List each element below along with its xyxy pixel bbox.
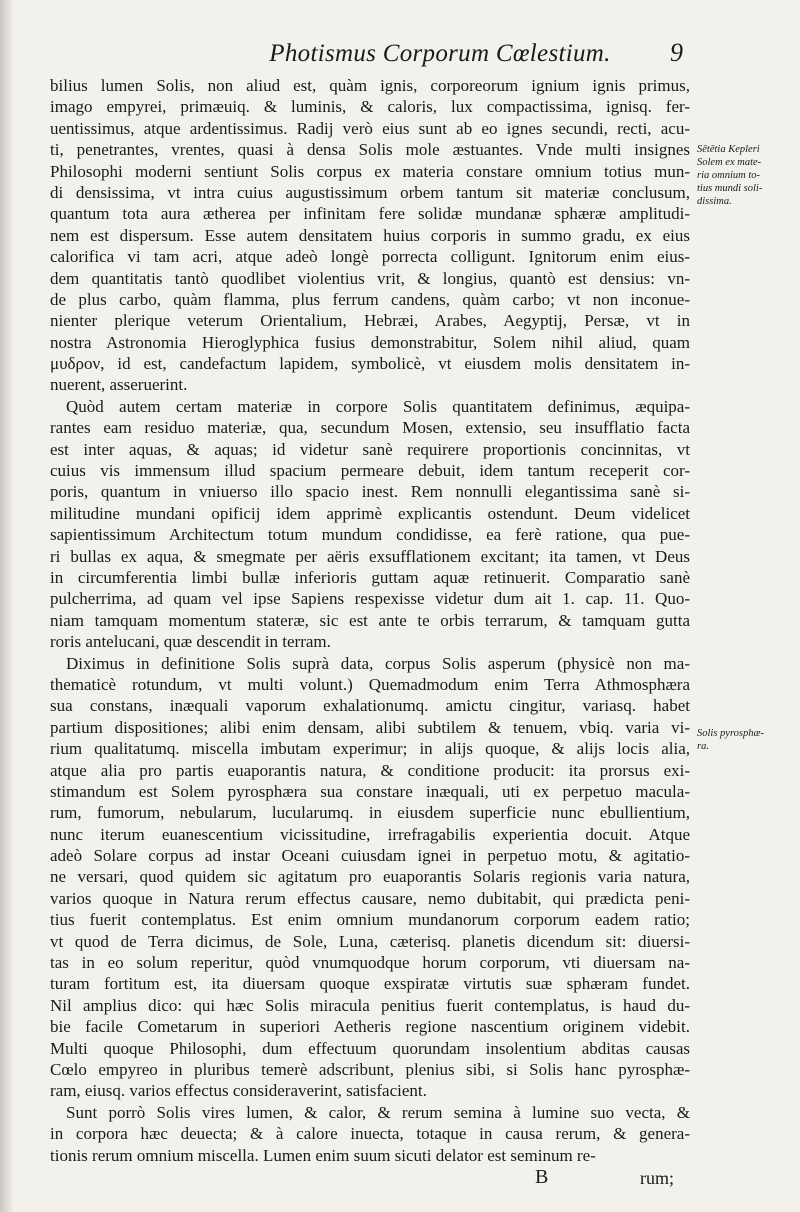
signature-mark: B	[535, 1166, 549, 1188]
text-line: sua constans, inæquali vaporum exhalationumq. amictu cingitur, variasq. habet	[50, 696, 690, 716]
text-line: thematicè rotundum, vt multi volunt.) Quemadmodum enim Terra Athmosphæra	[50, 674, 690, 694]
margin-note-line: Solis pyrosphæ-	[697, 728, 764, 739]
text-line: Nil amplius dico: qui hæc Solis miracula penitius fuerit contemplatus, is haud du-	[50, 995, 690, 1015]
text-line: nem est dispersum. Esse autem densitatem huius corporis in summo gradu, ex eius	[50, 225, 690, 245]
text-line: quantum tota aura ætherea per infinitam fere solidæ mundanæ sphæræ amplitudi-	[50, 204, 690, 224]
text-line: ti, penetrantes, vrentes, quasi à densa Solis mole æstuantes. Vnde multi insignes	[50, 140, 690, 160]
text-line: de plus carbo, quàm flamma, plus ferrum candens, quàm carbo; vt non inconue-	[50, 289, 690, 309]
text-line: atque alia pro partis euaporantis natura, & conditione producit: ita prorsus exi-	[50, 760, 690, 780]
text-line: ram, eiusq. varios effectus consideraverint, satisfacient.	[50, 1081, 427, 1101]
text-line: Quòd autem certam materiæ in corpore Solis quantitatem definimus, æquipa-	[66, 396, 690, 416]
text-line: rantes eam residuo materiæ, qua, secundum Mosen, extensio, seu insufflatio facta	[50, 418, 690, 438]
text-line: stimandum est Solem pyrosphæra sua constare inæquali, uti ex perpetuo macula-	[50, 781, 690, 801]
running-header: Photismus Corporum Cœlestium.	[269, 40, 611, 67]
text-line: in corpora hæc deuecta; & à calore inuecta, totaque in causa rerum, & genera-	[50, 1124, 690, 1144]
margin-note-kepler	[697, 143, 797, 208]
text-line: tas in eo solum reperitur, quòd vnumquodque horum corporum, vti diuersam na-	[50, 953, 690, 973]
text-line: bie facile Cometarum in superiori Aetheris regione nascentium originem videbit.	[50, 1017, 690, 1037]
page-gutter-shadow	[0, 0, 14, 1212]
text-line: ne versari, quod quidem sic agitatum pro euaporantis Solaris regionis varia natura,	[50, 867, 690, 887]
text-line: vt quod de Terra dicimus, de Sole, Luna, cæterisq. planetis dicendum sit: diuersi-	[50, 931, 690, 951]
text-line: uentissimus, atque ardentissimus. Radij verò eius sunt ab eo ignes secundi, recti, acu-	[50, 118, 690, 138]
margin-note-line: Sētētia Kepleri	[697, 144, 760, 155]
text-line: nienter plerique veterum Orientalium, Hebræi, Arabes, Aegyptij, Persæ, vt in	[50, 311, 690, 331]
text-line: tius fuerit contemplatus. Est enim omnium mundanorum corporum eadem ratio;	[50, 910, 690, 930]
text-line: poris, quantum in vniuerso illo spacio inest. Rem nonnulli elegantissima sanè si-	[50, 482, 690, 502]
text-line: partium dispositiones; alibi enim densam, alibi subtilem & tenuem, vbiq. varia vi-	[50, 717, 690, 737]
text-line: imago empyrei, primæuiq. & luminis, & caloris, lux compactissima, ignisq. fer-	[50, 97, 690, 117]
text-line: bilius lumen Solis, non aliud est, quàm ignis, corporeorum ignium ignis primus,	[50, 76, 690, 95]
text-line: nunc iterum euanescentium vicissitudine, irrefragabilis experientia docuit. Atque	[50, 824, 690, 844]
catchword: rum;	[640, 1168, 674, 1188]
text-line: adeò Solare corpus ad instar Oceani cuiusdam ignei in perpetuo motu, & agitatio-	[50, 846, 690, 866]
text-line: Cœlo empyreo in pluribus temerè adscribunt, plenius sibi, si Solis hanc pyrosphæ-	[50, 1059, 690, 1079]
page-number: 9	[670, 38, 683, 67]
text-line: Sunt porrò Solis vires lumen, & calor, & rerum semina à lumine suo vecta, &	[66, 1102, 690, 1122]
margin-note-line: dissima.	[697, 196, 732, 207]
text-line: cuius vis immensum illud spacium permeare debuit, idem tantum receperit cor-	[50, 461, 690, 481]
margin-note-line: tius mundi soli-	[697, 183, 763, 194]
text-line: sapientissimum Architectum totum mundum condidisse, ea ferè ratione, qua pue-	[50, 525, 690, 545]
text-line: dem quantitatis tantò quodlibet violentius vrit, & longius, quantò est densius: vn-	[50, 268, 690, 288]
margin-note-line: ra.	[697, 741, 709, 752]
text-line: varios quoque in Natura rerum effectus causare, nemo dubitabit, qui prædicta peni-	[50, 888, 690, 908]
text-line: tionis rerum omnium miscella. Lumen enim suum sicuti delator est seminum re-	[50, 1145, 596, 1165]
text-line: pulcherrima, ad quam vel ipse Sapiens respexisse videtur dum ait 1. cap. 11. Quo-	[50, 589, 690, 609]
text-line: turam fortitum est, ita diuersam quoque exspiratæ virtutis suæ sphæram fundet.	[50, 974, 690, 994]
text-line: niam tamquam momentum stateræ, sic est ante te orbis terrarum, & tamquam gutta	[50, 610, 690, 630]
main-text-block	[50, 75, 690, 1166]
text-line: rium qualitatumq. miscella imbutam experimur; in alijs quoque, & alijs locis alia,	[50, 739, 690, 759]
text-line: Diximus in definitione Solis suprà data, corpus Solis asperum (physicè non ma-	[66, 653, 690, 673]
margin-note-line: ria omnium to-	[697, 170, 760, 181]
margin-note-line: Solem ex mate-	[697, 157, 762, 168]
text-line: nuerent, asseruerint.	[50, 375, 188, 395]
text-line: est inter aquas, & aquas; id videtur sanè requirere proportionis concinnitas, vt	[50, 439, 690, 459]
text-line: calorifica vi tam acri, atque adeò longè porrecta colligunt. Ignitorum enim eius-	[50, 247, 690, 267]
text-line: in circumferentia limbi bullæ inferioris guttam aquæ retinuerit. Comparatio sanè	[50, 567, 690, 587]
text-line: μυδρον, id est, candefactum lapidem, symbolicè, vt eiusdem molis densitatem in-	[50, 354, 690, 374]
text-line: militudine mundani opificij idem apprimè explicantis ostendunt. Deum videlicet	[50, 503, 690, 523]
margin-note-pyrosphaera	[697, 727, 797, 753]
text-line: roris antelucani, quæ descendit in terram.	[50, 632, 331, 652]
text-line: di densissima, vt intra cuius augustissimum orbem tantum sit materiæ conclusum,	[50, 182, 690, 202]
text-line: Multi quoque Philosophi, dum effectuum quorundam insolentium abditas causas	[50, 1038, 690, 1058]
text-line: Philosophi moderni sentiunt Solis corpus ex materia constare omnium totius mun-	[50, 161, 690, 181]
text-line: ri bullas ex aqua, & smegmate per aëris exsufflationem excitant; ita tamen, vt Deus	[50, 546, 690, 566]
text-line: rum, fumorum, nebularum, lucularumq. in eiusdem superficie nunc ebullientium,	[50, 803, 690, 823]
text-line: nostra Astronomia Hieroglyphica fusius demonstrabitur, Solem nihil aliud, quam	[50, 332, 690, 352]
